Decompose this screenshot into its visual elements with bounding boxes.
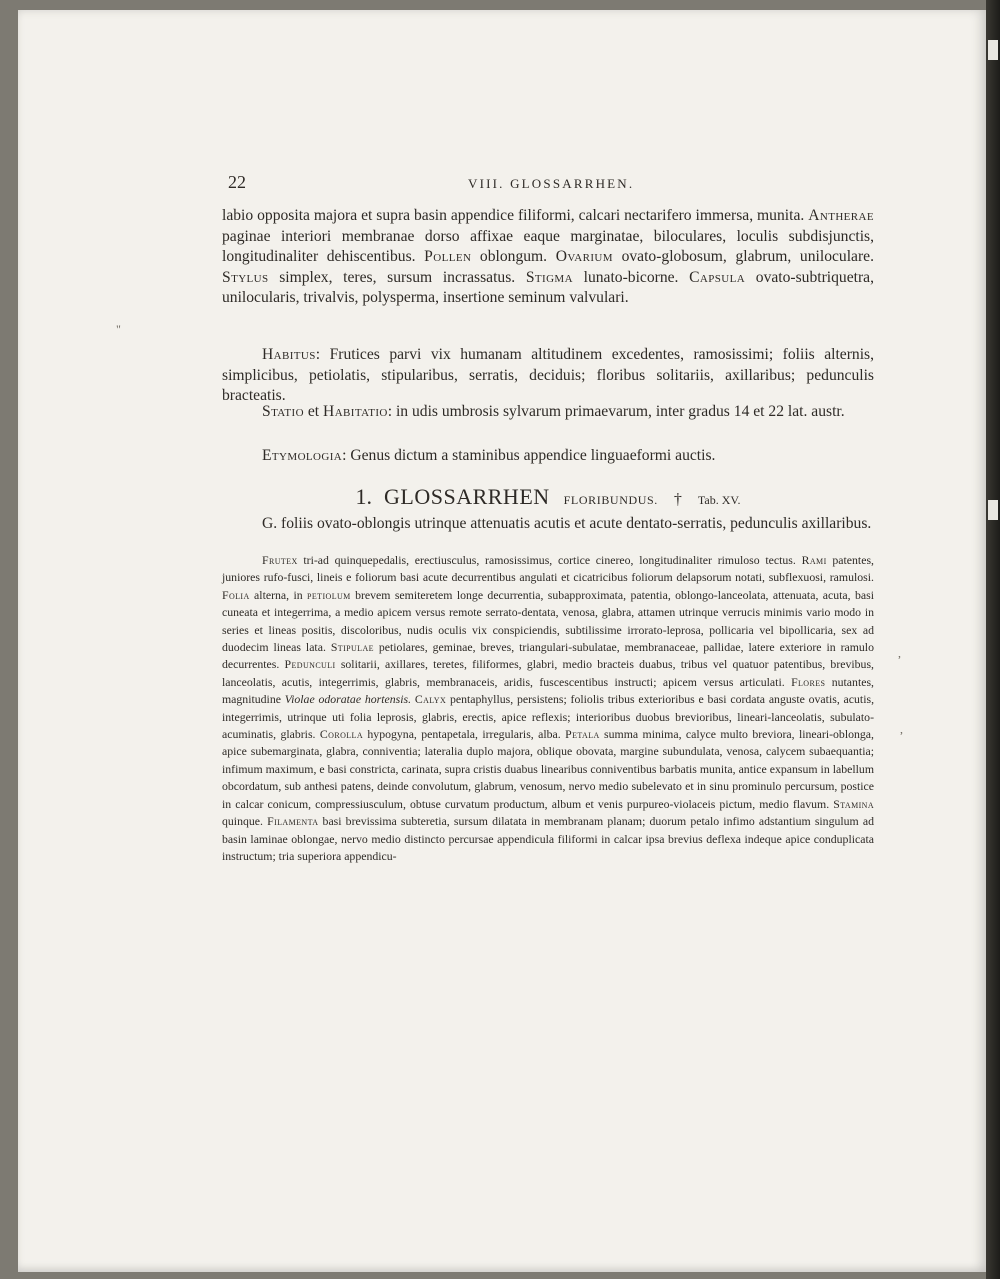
italic-term: Violae odoratae hortensis.	[284, 692, 412, 707]
smallcaps-term: petiolum	[307, 587, 351, 602]
smallcaps-term: Stamina	[833, 796, 874, 811]
smallcaps-term: Statio	[262, 403, 304, 420]
paragraph-1: labio opposita majora et supra basin appendice filiformi, calcari nectarifero immersa, munita. Antherae paginae interiori membranae dorso affixae eaque marginatae, biloculares, loculis subdisjunctis, longitudinaliter dehiscentibus. Pollen oblongum. Ovarium ovato-globosum, glabrum, uniloculare. Stylus simplex, teres, sursum incrassatus. Stigma lunato-bicorne. Capsula ovato-subtriquetra, unilocularis, trivalvis, polysperma, insertione seminum valvulari.	[222, 207, 874, 306]
paragraph-statio	[222, 402, 874, 423]
smallcaps-term: Frutex	[262, 553, 298, 567]
edge-marker	[988, 40, 998, 60]
page-number: 22	[228, 172, 246, 192]
smallcaps-term: Ovarium	[555, 248, 613, 265]
smallcaps-term: Stylus	[222, 268, 269, 286]
smallcaps-term: Habitatio	[323, 403, 388, 420]
smallcaps-term: Stipulae	[330, 640, 374, 655]
smallcaps-term: Folia	[222, 587, 250, 602]
species-genus: GLOSSARRHEN	[384, 484, 550, 509]
margin-mark: ,	[900, 722, 903, 736]
page-edge-strip	[986, 0, 1000, 1279]
paragraph-3: Statio et Habitatio: in udis umbrosis sylvarum primaevarum, inter gradus 14 et 22 lat. austr.	[262, 403, 845, 420]
smallcaps-term: Corolla	[319, 727, 364, 742]
smallcaps-term: Filamenta	[267, 814, 319, 829]
species-heading	[222, 484, 874, 510]
paragraph-2: Habitus: Frutices parvi vix humanam altitudinem excedentes, ramosissimi; foliis alternis, simplicibus, petiolatis, stipularibus, serratis, deciduis; floribus solitariis, axillaribus; pedunculis bracteatis.	[222, 346, 874, 404]
margin-mark: "	[116, 322, 121, 336]
margin-mark: ,	[898, 646, 901, 660]
paragraph-4: Etymologia: Genus dictum a staminibus appendice linguaeformi auctis.	[262, 447, 716, 464]
smallcaps-term: Flores	[791, 674, 826, 689]
page-header	[228, 172, 874, 196]
running-head: VIII. GLOSSARRHEN.	[468, 176, 635, 191]
smallcaps-term: Pedunculi	[284, 657, 336, 672]
smallcaps-term: Calyx	[414, 692, 447, 707]
paragraph-etymologia	[222, 446, 874, 467]
species-epithet: FLORIBUNDUS.	[563, 493, 658, 507]
plate-reference: Tab. XV.	[697, 493, 741, 507]
paragraph-continuation	[222, 206, 874, 309]
smallcaps-term: Pollen	[424, 248, 472, 265]
species-description	[222, 552, 874, 865]
smallcaps-term: Stigma	[525, 268, 573, 286]
smallcaps-term: Petala	[565, 727, 600, 742]
species-number: 1.	[355, 484, 373, 509]
smallcaps-term: Rami	[801, 553, 827, 567]
smallcaps-term: Etymologia	[262, 447, 343, 464]
dagger-mark: †	[673, 491, 682, 508]
edge-marker	[988, 500, 998, 520]
smallcaps-term: Habitus	[262, 346, 316, 363]
paragraph-habitus	[222, 345, 874, 407]
smallcaps-term: Capsula	[689, 268, 746, 286]
smallcaps-term: Antherae	[808, 207, 874, 224]
species-diagnosis	[222, 514, 874, 535]
description-text: Frutex tri-ad quinquepedalis, erectiusculus, ramosissimus, cortice cinereo, longitudinaliter rimuloso tectus. Rami patentes, juniores rufo-fusci, lineis e foliorum basi acute decurrentibus angulati et cicatricibus foliorum delapsorum notati, subflexuosi, ramulosi. Folia alterna, in petiolum brevem semiteretem longe decurrentia, subapproximata, patentia, oblongo-lanceolata, attenuata, acuta, basi cuneata et integerrima, a medio apicem versus remote serrato-dentata, venosa, glabra, attamen utrinque verrucis minimis vario modo in series et lineas positis, discoloribus, nudis oculis vix conspiciendis, subtilissime irrorato-leprosa, pollicaria vel bipollicaria, sex ad duodecim lineas lata. Stipulae petiolares, geminae, breves, triangulari-subulatae, membranaceae, pallidae, latere exteriore in ramulo decurrentes. Pedunculi solitarii, axillares, teretes, filiformes, glabri, medio bracteis duabus, tribus vel quatuor patentibus, brevibus, lanceolatis, acutis, integerrimis, glabris, membranaceis, aridis, fuscescentibus instructi; apicem versus articulati. Flores nutantes, magnitudine Violae odoratae hortensis. Calyx pentaphyllus, persistens; foliolis tribus exterioribus e basi cordata anguste ovatis, acutis, integerrimis, utrinque uti folia leprosis, glabris, erectis, apice reflexis; interioribus duobus brevioribus, lineari-lanceolatis, subulato-acuminatis, glabris. Corolla hypogyna, pentapetala, irregularis, alba. Petala summa minima, calyce multo breviora, lineari-oblonga, apice subemarginata, glabra, conniventia; lateralia duplo majora, oblique obovata, margine subundulata, venosa, calycem subaequantia; infimum maximum, e basi constricta, carinata, supra cristis duabus linearibus conniventibus barbatis munita, antice expansum in labellum obcordatum, sub anthesi patens, deinde convolutum, glabrum, venosum, nervo medio subelevato et in sinu prominulo percursum, postice in calcar conicum, compressiusculum, obtuse curvatum productum, album et venis purpureo-violaceis pictum, medio flavum. Stamina quinque. Filamenta basi brevissima subteretia, sursum dilatata in membranam planam; duorum petalo infimo adstantium singulum ad basin laminae oblongae, nervo medio distincto percursae appendicula filiformi in calcar ipsa brevius deflexa indeque apice conduplicata instructum; tria superiora appendicu-	[222, 553, 875, 863]
diagnosis-text: G. foliis ovato-oblongis utrinque attenuatis acutis et acute dentato-serratis, pedunculis axillaribus.	[262, 515, 872, 532]
